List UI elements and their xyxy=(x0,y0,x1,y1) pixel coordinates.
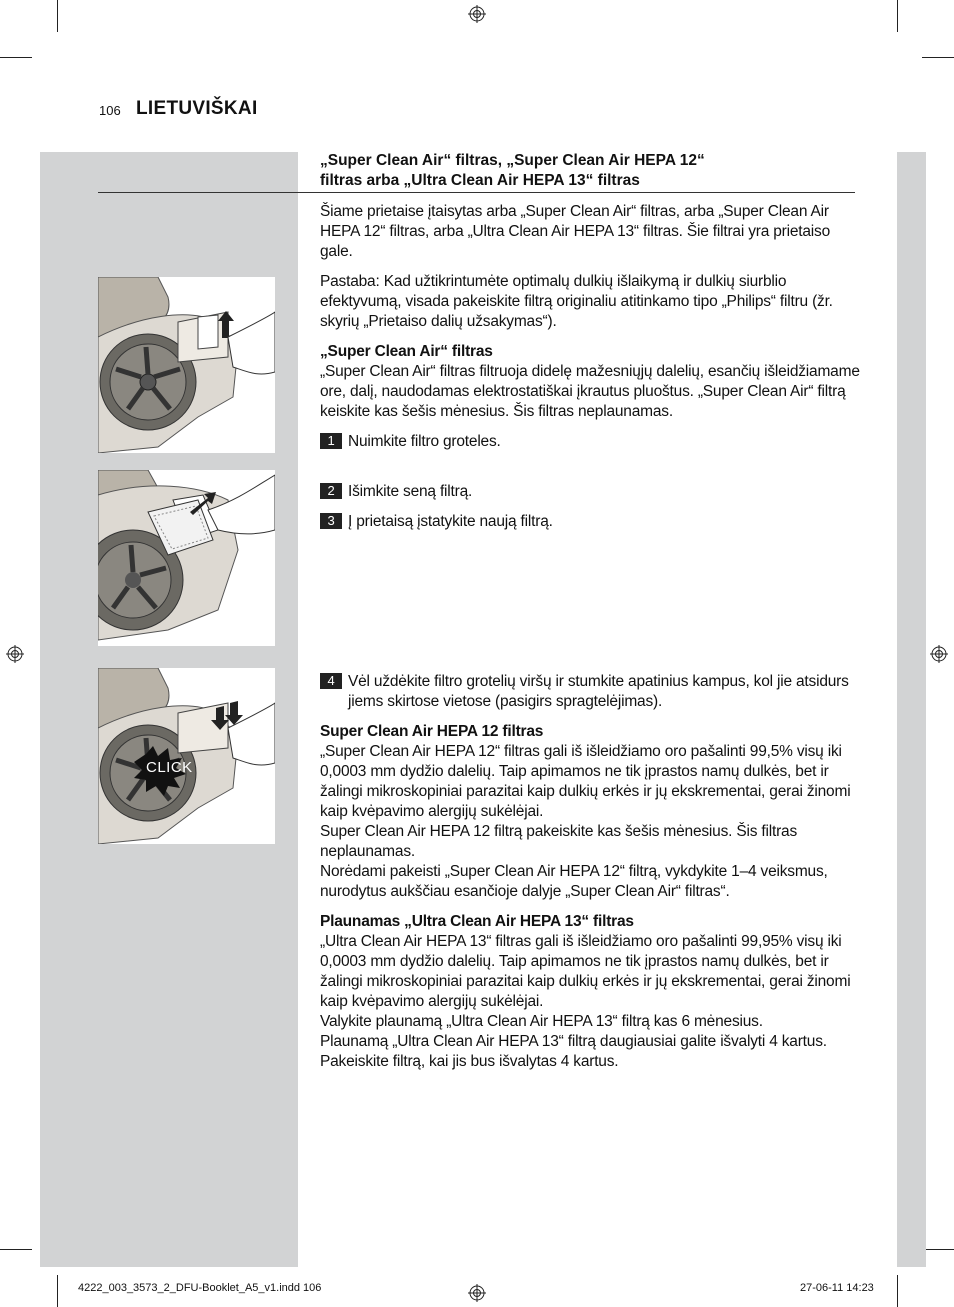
super-clean-air-body: „Super Clean Air“ filtras filtruoja didelę mažesniųjų dalelių, esančių išleidžiamame ore, dalį, naudodamas elektrostatiškai įkrautus pluoštus. „Super Clean Air“ filtrą keiskite kas šešis mėnesius. Šis filtras neplaunamas. xyxy=(320,363,860,420)
section-title-line: filtras arba „Ultra Clean Air HEPA 13“ filtras xyxy=(320,172,640,189)
hepa13-body-3: Plaunamą „Ultra Clean Air HEPA 13“ filtrą daugiausiai galite išvalyti 4 kartus. Pakeiskite filtrą, kai jis bus išvalytas 4 kartus. xyxy=(320,1033,827,1070)
hepa12-body: „Super Clean Air HEPA 12“ filtras gali iš išleidžiamo oro pašalinti 99,5% visų iki 0,0003 mm dydžio dalelių. Taip apimamos ne tik įprastos namų dulkės, bet ir žalingi mikroskopiniai parazitai kaip dulkių erkės ir jų ekskrementai, gerai žinomi kaip kvėpavimo alergijų sukėlėjai. xyxy=(320,743,851,820)
hepa13-body-2: Valykite plaunamą „Ultra Clean Air HEPA 13“ filtrą kas 6 mėnesius. xyxy=(320,1013,763,1030)
page-number: 106 xyxy=(99,103,121,118)
step-1 xyxy=(320,432,860,452)
crop-mark xyxy=(922,1249,954,1250)
crop-mark xyxy=(57,0,58,32)
step-text: Nuimkite filtro groteles. xyxy=(348,433,501,450)
footer-file: 4222_003_3573_2_DFU-Booklet_A5_v1.indd 106 xyxy=(78,1282,322,1294)
crop-mark xyxy=(0,1249,32,1250)
hepa13-body: „Ultra Clean Air HEPA 13“ filtras gali iš išleidžiamo oro pašalinti 99,95% visų iki 0,0003 mm dydžio dalelių. Taip apimamos ne tik įprastos namų dulkės, bet ir žalingi mikroskopiniai parazitai kaip dulkių erkės ir jų ekskrementai, gerai žinomi kaip kvėpavimo alergijų sukėlėjai. xyxy=(320,933,851,1010)
section-rule xyxy=(98,192,855,193)
registration-mark-icon xyxy=(468,1284,486,1302)
vacuum-click-icon xyxy=(98,668,275,844)
crop-mark xyxy=(897,1275,898,1307)
hepa12-body-2: Super Clean Air HEPA 12 filtrą pakeiskite kas šešis mėnesius. Šis filtras neplaunamas. xyxy=(320,823,798,860)
section-title xyxy=(320,151,860,191)
right-grey-panel xyxy=(897,152,926,1267)
crop-mark xyxy=(897,0,898,32)
step-2 xyxy=(320,482,860,502)
step-text: Išimkite seną filtrą. xyxy=(348,483,473,500)
registration-mark-icon xyxy=(468,5,486,23)
crop-mark xyxy=(57,1275,58,1307)
step-text: Vėl uždėkite filtro grotelių viršų ir stumkite apatinius kampus, kol jie atsidurs jiems skirtose vietose (pasigirs spragtelėjimas). xyxy=(348,673,849,710)
section-title-line: „Super Clean Air“ filtras, „Super Clean Air HEPA 12“ xyxy=(320,152,705,169)
registration-mark-icon xyxy=(930,645,948,663)
step-text: Į prietaisą įstatykite naują filtrą. xyxy=(348,513,553,530)
illustration-remove-grille xyxy=(98,277,275,453)
step-4 xyxy=(320,672,860,712)
step-number: 4 xyxy=(320,673,342,689)
crop-mark xyxy=(0,57,32,58)
click-label: CLICK xyxy=(146,759,193,776)
footer-date: 27-06-11 14:23 xyxy=(800,1282,874,1294)
registration-mark-icon xyxy=(6,645,24,663)
intro-paragraph: Šiame prietaise įtaisytas arba „Super Clean Air“ filtras, arba „Super Clean Air HEPA 12“ filtras, arba „Ultra Clean Air HEPA 13“ filtras. Šie filtrai yra prietaiso gale. xyxy=(320,203,831,260)
hepa12-heading: Super Clean Air HEPA 12 filtras xyxy=(320,723,544,740)
step-number: 1 xyxy=(320,433,342,449)
step-number: 2 xyxy=(320,483,342,499)
crop-mark xyxy=(922,57,954,58)
illustration-remove-filter xyxy=(98,470,275,646)
super-clean-air-heading: „Super Clean Air“ filtras xyxy=(320,343,493,360)
step-number: 3 xyxy=(320,513,342,529)
step-3 xyxy=(320,512,860,532)
vacuum-filter-icon xyxy=(98,470,275,646)
language-heading: LIETUVIŠKAI xyxy=(136,98,258,119)
vacuum-cleaner-icon xyxy=(98,277,275,453)
hepa13-heading: Plaunamas „Ultra Clean Air HEPA 13“ filtras xyxy=(320,913,634,930)
illustration-reinstall-grille xyxy=(98,668,275,844)
note-paragraph: Pastaba: Kad užtikrintumėte optimalų dulkių išlaikymą ir dulkių siurblio efektyvumą, visada pakeiskite filtrą originaliu atitinkamo tipo „Philips“ filtru (žr. skyrių „Prietaiso dalių užsakymas“). xyxy=(320,273,833,330)
hepa12-body-3: Norėdami pakeisti „Super Clean Air HEPA 12“ filtrą, vykdykite 1–4 veiksmus, nurodytus aukščiau esančioje dalyje „Super Clean Air“ filtras“. xyxy=(320,863,828,900)
